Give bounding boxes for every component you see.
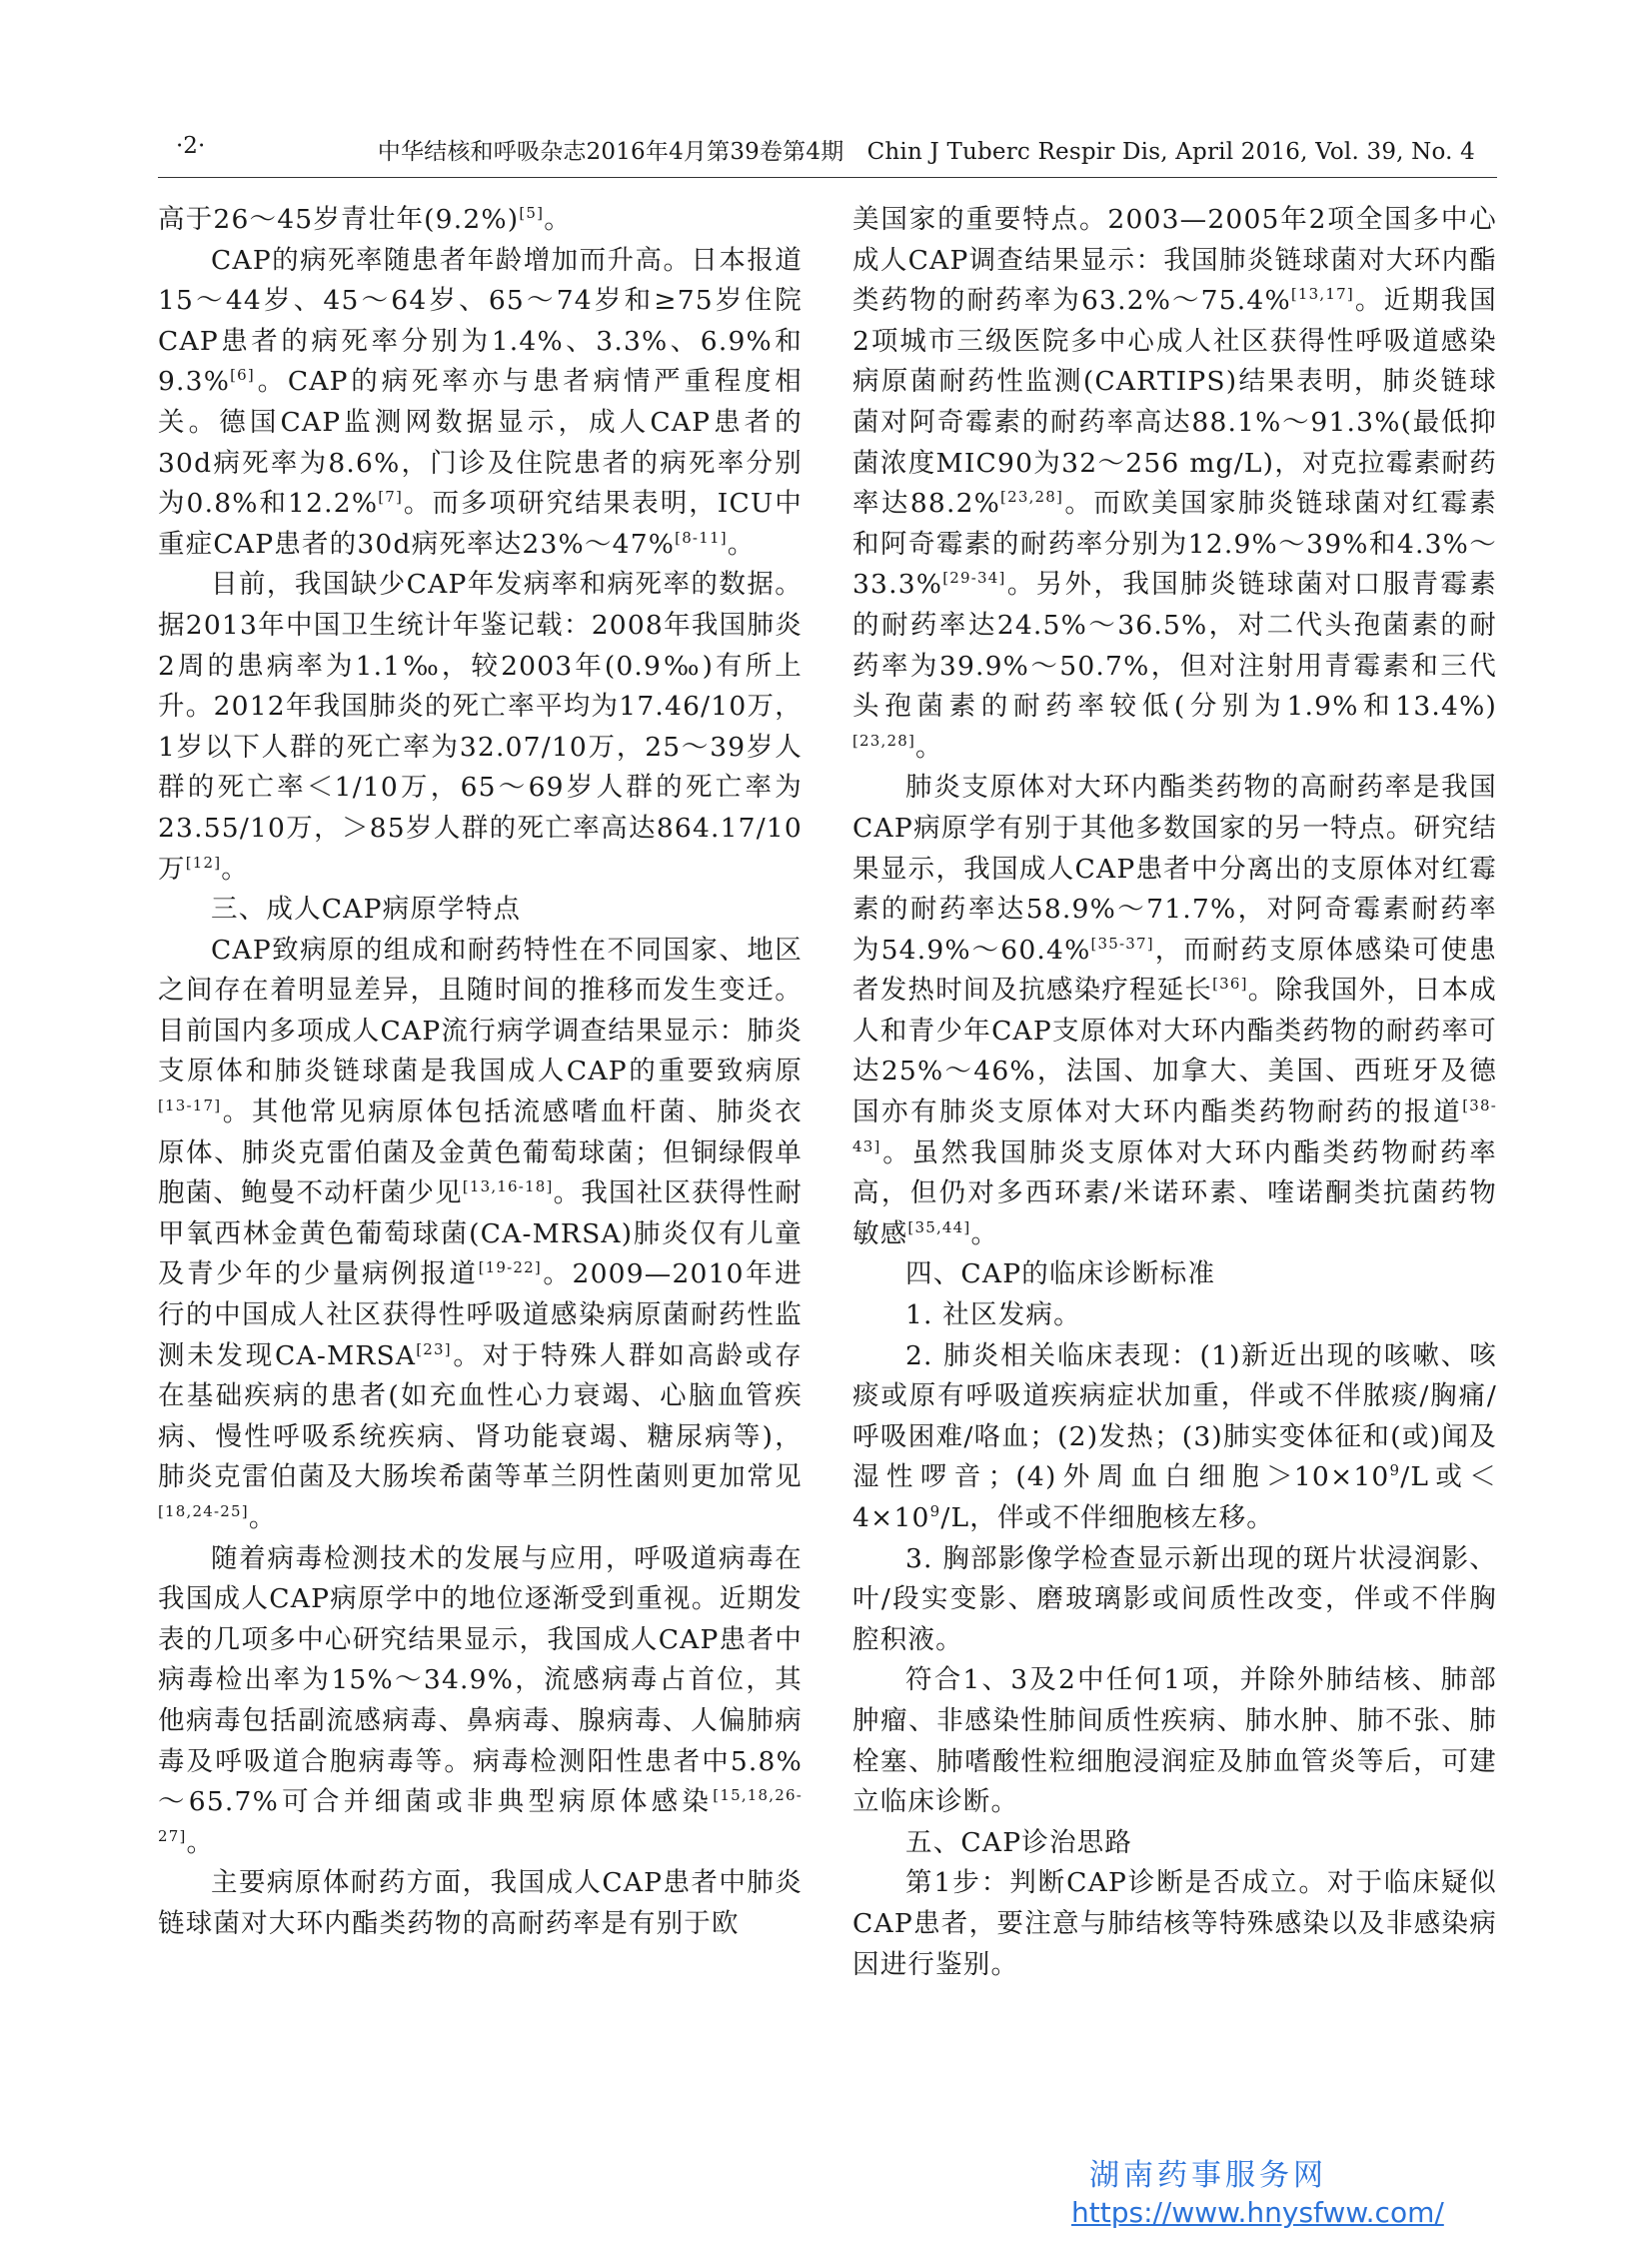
paragraph-text: 。: [544, 204, 572, 235]
citation-ref: [5]: [519, 204, 545, 223]
citation-ref: [6]: [230, 366, 255, 385]
paragraph-text: 目前，我国缺少CAP年发病率和病死率的数据。据2013年中国卫生统计年鉴记载：2008年我国肺炎2周的患病率为1.1‰，较2003年(0.9‰)有所上升。2012年我国肺炎的死亡率平均为17.46/10万，1岁以下人群的死亡率为32.07/10万，25～39岁人群的死亡率＜1/10万，65～69岁人群的死亡率为23.55/10万，＞85岁人群的死亡率高达864.17/10万: [158, 569, 803, 885]
paragraph: [852, 1660, 1497, 1822]
paragraph: [158, 565, 803, 890]
citation-ref: [13,16-18]: [462, 1177, 554, 1196]
citation-ref: [12]: [185, 853, 222, 872]
citation-ref: [38-43]: [852, 1097, 1497, 1155]
paragraph-text: 五、CAP诊治思路: [905, 1826, 1133, 1858]
paragraph-text: 。除我国外，日本成人和青少年CAP支原体对大环内酯类药物的耐药率可达25%～46%，法国、加拿大、美国、西班牙及德国亦有肺炎支原体对大环内酯类药物耐药的报道: [852, 975, 1498, 1128]
paragraph-text: /L或＜4×10: [852, 1461, 1497, 1533]
paragraph-text: CAP的病死率随患者年龄增加而升高。日本报道15～44岁、45～64岁、65～74岁和≥75岁住院CAP患者的病死率分别为1.4%、3.3%、6.9%和9.3%: [158, 244, 803, 398]
citation-ref: [7]: [378, 488, 404, 507]
paragraph-text: 。CAP的病死率亦与患者病情严重程度相关。德国CAP监测网数据显示，成人CAP患者的30d病死率为8.6%，门诊及住院患者的病死率分别为0.8%和12.2%: [158, 366, 803, 520]
running-header: [176, 133, 1475, 173]
citation-ref: [36]: [1212, 975, 1248, 994]
paragraph: [852, 1539, 1497, 1661]
paragraph-text: 符合1、3及2中任何1项，并除外肺结核、肺部肿瘤、非感染性肺间质性疾病、肺水肿、肺不张、肺栓塞、肺嗜酸性粒细胞浸润症及肺血管炎等后，可建立临床诊断。: [852, 1664, 1497, 1818]
paragraph-text: 主要病原体耐药方面，我国成人CAP患者中肺炎链球菌对大环内酯类药物的高耐药率是有别于欧: [158, 1867, 803, 1939]
paragraph-text: 。2009—2010年进行的中国成人社区获得性呼吸道感染病原菌耐药性监测未发现CA-MRSA: [158, 1258, 804, 1371]
paragraph: [852, 1254, 1497, 1295]
paragraph-text: 第1步：判断CAP诊断是否成立。对于临床疑似CAP患者，要注意与肺结核等特殊感染以及非感染病因进行鉴别。: [852, 1867, 1497, 1980]
paragraph: [852, 1823, 1497, 1864]
citation-ref: [29-34]: [942, 569, 1006, 588]
journal-citation: 中华结核和呼吸杂志2016年4月第39卷第4期 Chin J Tuberc Respir Dis, April 2016, Vol. 39, No. 4: [377, 139, 1475, 165]
paragraph-text: 四、CAP的临床诊断标准: [905, 1258, 1216, 1290]
citation-ref: [19-22]: [478, 1258, 542, 1277]
paragraph: [158, 931, 803, 1539]
paragraph-text: 随着病毒检测技术的发展与应用，呼吸道病毒在我国成人CAP病原学中的地位逐渐受到重视。近期发表的几项多中心研究结果显示，我国成人CAP患者中病毒检出率为15%～34.9%，流感病毒占首位，其他病毒包括副流感病毒、鼻病毒、腺病毒、人偏肺病毒及呼吸道合胞病毒等。病毒检测阳性患者中5.8%～65.7%可合并细菌或非典型病原体感染: [158, 1542, 803, 1818]
paragraph: [852, 1295, 1497, 1336]
paragraph-text: ，而耐药支原体感染可使患者发热时间及抗感染疗程延长: [852, 934, 1497, 1007]
citation-ref: [23,28]: [852, 731, 916, 750]
paragraph-text: 。: [221, 853, 249, 885]
paragraph-text: 1. 社区发病。: [905, 1299, 1081, 1331]
citation-ref: [23,28]: [1000, 488, 1064, 507]
paragraph: [158, 890, 803, 931]
paragraph-text: 。而多项研究结果表明，ICU中重症CAP患者的30d病死率达23%～47%: [158, 488, 803, 560]
header-rule: [158, 177, 1497, 178]
paragraph-text: /L，伴或不伴细胞核左移。: [940, 1502, 1274, 1533]
paragraph: [158, 241, 803, 566]
paragraph-text: 。其他常见病原体包括流感嗜血杆菌、肺炎衣原体、肺炎克雷伯菌及金黄色葡萄球菌；但铜绿假单胞菌、鲍曼不动杆菌少见: [158, 1097, 803, 1209]
paragraph-text: 美国家的重要特点。2003—2005年2项全国多中心成人CAP调查结果显示：我国肺炎链球菌对大环内酯类药物的耐药率为63.2%～75.4%: [852, 204, 1497, 317]
citation-ref: [35-37]: [1090, 934, 1154, 953]
citation-ref: [23]: [416, 1339, 452, 1358]
paragraph: [158, 1863, 803, 1944]
paragraph: [852, 768, 1497, 1254]
paragraph-text: 三、成人CAP病原学特点: [211, 894, 522, 926]
citation-ref: [35,44]: [907, 1218, 971, 1237]
left-column: [158, 200, 803, 1945]
paragraph-text: 。另外，我国肺炎链球菌对口服青霉素的耐药率达24.5%～36.5%，对二代头孢菌素的耐药率为39.9%～50.7%，但对注射用青霉素和三代头孢菌素的耐药率较低(分别为1.9%和13.4%): [852, 569, 1497, 723]
citation-ref: [13-17]: [158, 1097, 222, 1116]
paragraph-text: 。我国社区获得性耐甲氧西林金黄色葡萄球菌(CA-MRSA)肺炎仅有儿童及青少年的少量病例报道: [158, 1177, 803, 1290]
paragraph-text: 高于26～45岁青壮年(9.2%): [158, 204, 520, 235]
paragraph: [852, 1863, 1497, 1985]
paragraph-text: 。: [970, 1217, 999, 1249]
paragraph-text: 。近期我国2项城市三级医院多中心成人社区获得性呼吸道感染病原菌耐药性监测(CARTIPS)结果表明，肺炎链球菌对阿奇霉素的耐药率高达88.1%～91.3%(最低抑菌浓度MIC90为32～256 mg/L)，对克拉霉素耐药率达88.2%: [852, 285, 1497, 520]
paragraph-text: 。: [727, 528, 756, 560]
paragraph-text: 。: [915, 731, 943, 763]
paragraph-text: 。而欧美国家肺炎链球菌对红霉素和阿奇霉素的耐药率分别为12.9%～39%和4.3%～33.3%: [852, 488, 1497, 601]
watermark: [1071, 2157, 1509, 2231]
watermark-site-name: 湖南药事服务网: [1089, 2158, 1327, 2193]
citation-ref: 9: [929, 1502, 941, 1521]
paragraph: [852, 200, 1497, 768]
citation-ref: [8-11]: [675, 528, 728, 547]
paragraph-text: CAP致病原的组成和耐药特性在不同国家、地区之间存在着明显差异，且随时间的推移而发生变迁。目前国内多项成人CAP流行病学调查结果显示：肺炎支原体和肺炎链球菌是我国成人CAP的重要致病原: [158, 934, 803, 1088]
paragraph-text: 2. 肺炎相关临床表现：(1)新近出现的咳嗽、咳痰或原有呼吸道疾病症状加重，伴或不伴脓痰/胸痛/呼吸困难/咯血；(2)发热；(3)肺实变体征和(或)闻及湿性啰音；(4)外周血白细胞＞10×10: [852, 1339, 1497, 1493]
page-number: ·2·: [176, 133, 206, 159]
paragraph-text: 肺炎支原体对大环内酯类药物的高耐药率是我国CAP病原学有别于其他多数国家的另一特点。研究结果显示，我国成人CAP患者中分离出的支原体对红霉素的耐药率达58.9%～71.7%，对阿奇霉素耐药率为54.9%～60.4%: [852, 772, 1497, 966]
paragraph: [158, 200, 803, 241]
citation-ref: [18,24-25]: [158, 1502, 249, 1521]
citation-ref: [15,18,26-27]: [158, 1786, 803, 1845]
right-column: [852, 200, 1497, 1985]
citation-ref: [13,17]: [1290, 285, 1354, 304]
paragraph-text: 。对于特殊人群如高龄或存在基础疾病的患者(如充血性心力衰竭、心脑血管疾病、慢性呼吸系统疾病、肾功能衰竭、糖尿病等)，肺炎克雷伯菌及大肠埃希菌等革兰阴性菌则更加常见: [158, 1339, 803, 1493]
paragraph-text: 3. 胸部影像学检查显示新出现的斑片状浸润影、叶/段实变影、磨玻璃影或间质性改变，伴或不伴胸腔积液。: [852, 1542, 1497, 1655]
paragraph-text: 。: [186, 1826, 215, 1858]
watermark-url-link[interactable]: https://www.hnysfww.com/: [1071, 2196, 1444, 2229]
paragraph: [158, 1539, 803, 1864]
citation-ref: 9: [1389, 1461, 1401, 1480]
paragraph-text: 。虽然我国肺炎支原体对大环内酯类药物耐药率高，但仍对多西环素/米诺环素、喹诺酮类抗菌药物敏感: [852, 1136, 1497, 1249]
paragraph: [852, 1336, 1497, 1539]
paragraph-text: 。: [248, 1502, 277, 1533]
